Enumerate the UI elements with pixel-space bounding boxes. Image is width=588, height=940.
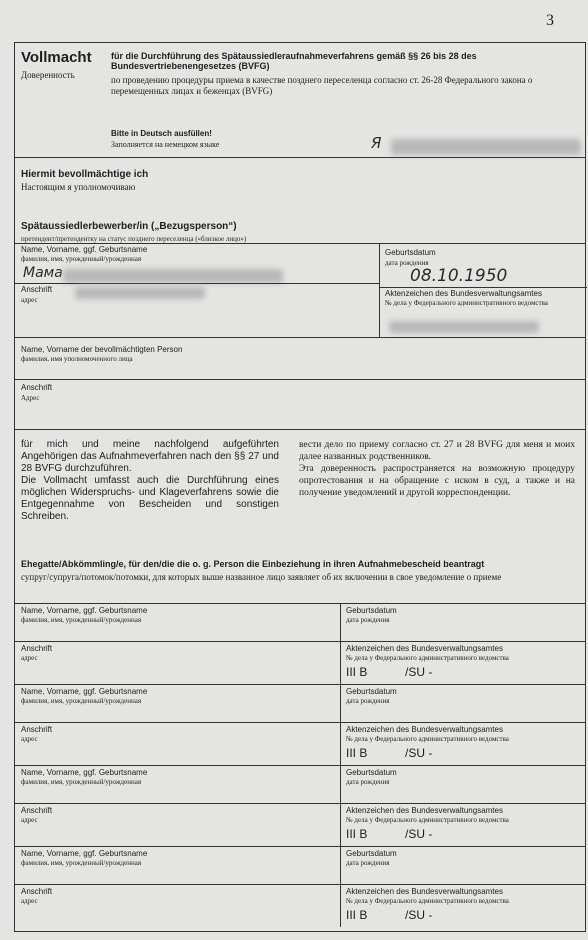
- relative-1-dob-label-de: Geburtsdatum: [346, 606, 397, 615]
- applicant-address-label-ru: адрес: [21, 296, 38, 304]
- relative-1-file-suffix: /SU -: [405, 665, 433, 679]
- relative-4-name-label-de: Name, Vorname, ggf. Geburtsname: [21, 849, 148, 858]
- relative-4-dob-label-de: Geburtsdatum: [346, 849, 397, 858]
- applicant-name-label-ru: фамилия, имя, урожденный/урожденная: [21, 255, 142, 263]
- divider: [15, 337, 585, 338]
- relative-1-file-label-ru: № дела у Федерального административного ведомства: [346, 654, 509, 662]
- relative-1-mid-divider: [15, 641, 585, 642]
- relative-1-top-divider: [15, 603, 585, 604]
- redacted-address: [75, 287, 205, 299]
- relative-2-address-label-de: Anschrift: [21, 725, 53, 734]
- title-de: Vollmacht: [21, 49, 92, 66]
- authorize-ru: Настоящим я уполномочиваю: [21, 182, 136, 192]
- divider: [15, 243, 585, 244]
- relative-2-file-prefix: III B: [346, 746, 368, 760]
- redacted-name: [391, 139, 581, 155]
- divider: [15, 283, 379, 284]
- relative-4-dob-label-ru: дата рождения: [346, 859, 390, 867]
- relative-4-mid-divider: [15, 884, 585, 885]
- relative-3-column-divider: [340, 765, 341, 846]
- relative-2-mid-divider: [15, 722, 585, 723]
- relative-3-mid-divider: [15, 803, 585, 804]
- divider: [15, 429, 585, 430]
- relative-4-name-label-ru: фамилия, имя, урожденный/урожденная: [21, 859, 142, 867]
- relatives-title-ru: супруг/супруга/потомок/потомки, для которых выше названное лицо заявляет об их включении в свое уведомление о приеме: [21, 572, 502, 582]
- relative-3-name-label-ru: фамилия, имя, урожденный/урожденная: [21, 778, 142, 786]
- divider: [15, 157, 585, 158]
- authorize-de: Hiermit bevollmächtige ich: [21, 169, 149, 180]
- relative-4-address-label-de: Anschrift: [21, 887, 53, 896]
- relative-2-dob-label-ru: дата рождения: [346, 697, 390, 705]
- redacted-name: [63, 269, 283, 283]
- relative-2-column-divider: [340, 684, 341, 765]
- relative-2-name-label-ru: фамилия, имя, урожденный/урожденная: [21, 697, 142, 705]
- relatives-title-de: Ehegatte/Abkömmling/e, für den/die die o. g. Person die Einbeziehung in ihren Aufnahmebescheid beantragt: [21, 559, 485, 569]
- relative-4-file-suffix: /SU -: [405, 908, 433, 922]
- redacted-file-number: [389, 321, 539, 333]
- purpose-de: für die Durchführung des Spätaussiedleraufnahmeverfahrens gemäß §§ 26 bis 28 des Bundesvertriebenengesetzes (BVFG): [111, 51, 477, 71]
- power-of-attorney-form: [14, 42, 586, 932]
- applicant-title-de: Spätaussiedlerbewerber/in („Bezugsperson“): [21, 221, 237, 232]
- applicant-dob-label-de: Geburtsdatum: [385, 248, 436, 257]
- applicant-file-label-de: Aktenzeichen des Bundesverwaltungsamtes: [385, 289, 542, 298]
- divider: [379, 287, 587, 288]
- relative-1-address-label-de: Anschrift: [21, 644, 53, 653]
- relative-3-dob-label-de: Geburtsdatum: [346, 768, 397, 777]
- body-de-1: für mich und meine nachfolgend aufgeführten Angehörigen das Aufnahmeverfahren nach den §§ 27 und 28 BVFG durchzuführen.: [21, 439, 279, 474]
- relative-4-file-label-de: Aktenzeichen des Bundesverwaltungsamtes: [346, 887, 503, 896]
- relative-2-file-label-de: Aktenzeichen des Bundesverwaltungsamtes: [346, 725, 503, 734]
- page-number: 3: [546, 12, 554, 29]
- relative-1-name-label-de: Name, Vorname, ggf. Geburtsname: [21, 606, 148, 615]
- relative-1-name-label-ru: фамилия, имя, урожденный/урожденная: [21, 616, 142, 624]
- relative-1-dob-label-ru: дата рождения: [346, 616, 390, 624]
- relative-4-address-label-ru: адрес: [21, 897, 38, 905]
- applicant-address-label-de: Anschrift: [21, 285, 53, 294]
- relative-1-column-divider: [340, 603, 341, 684]
- relative-4-top-divider: [15, 846, 585, 847]
- body-ru-2: Эта доверенность распространяется на возможную процедуру опротестования и на обращение с иском в суд, а также и на получение уведомлений и другой корреспонденции.: [299, 464, 575, 498]
- relative-2-top-divider: [15, 684, 585, 685]
- relative-3-name-label-de: Name, Vorname, ggf. Geburtsname: [21, 768, 148, 777]
- relative-2-name-label-de: Name, Vorname, ggf. Geburtsname: [21, 687, 148, 696]
- relative-1-file-label-de: Aktenzeichen des Bundesverwaltungsamtes: [346, 644, 503, 653]
- applicant-dob-label-ru: дата рождения: [385, 259, 429, 267]
- agent-address-label-ru: Адрес: [21, 394, 40, 402]
- relative-1-address-label-ru: адрес: [21, 654, 38, 662]
- fill-in-german-ru: Заполняется на немецком языке: [111, 140, 220, 149]
- relative-3-file-label-ru: № дела у Федерального административного ведомства: [346, 816, 509, 824]
- relative-3-file-label-de: Aktenzeichen des Bundesverwaltungsamtes: [346, 806, 503, 815]
- relative-3-top-divider: [15, 765, 585, 766]
- applicant-name-value: Мама: [23, 265, 63, 281]
- relative-3-file-suffix: /SU -: [405, 827, 433, 841]
- relative-2-dob-label-de: Geburtsdatum: [346, 687, 397, 696]
- body-de-2: Die Vollmacht umfasst auch die Durchführung eines möglichen Widerspruchs- und Klageverfahrens sowie die Entgegennahme von Bescheiden und sonstigen Schreiben.: [21, 475, 279, 522]
- relative-3-file-prefix: III B: [346, 827, 368, 841]
- relative-3-address-label-ru: адрес: [21, 816, 38, 824]
- divider: [15, 379, 585, 380]
- purpose-ru: по проведению процедуры приема в качестве позднего переселенца согласно ст. 26-28 Федерального закона о перемещенных лицах и беженцах (BVFG): [111, 75, 533, 96]
- agent-address-label-de: Anschrift: [21, 383, 53, 392]
- handwritten-ya: Я: [371, 134, 382, 152]
- applicant-dob-value: 08.10.1950: [410, 266, 508, 286]
- applicant-name-label-de: Name, Vorname, ggf. Geburtsname: [21, 245, 148, 254]
- agent-name-label-de: Name, Vorname der bevollmächtigten Person: [21, 345, 183, 354]
- relative-4-column-divider: [340, 846, 341, 927]
- body-ru-1: вести дело по приему согласно ст. 27 и 28 BVFG для меня и моих далее названных родственников.: [299, 440, 575, 462]
- relative-4-file-label-ru: № дела у Федерального административного ведомства: [346, 897, 509, 905]
- relative-2-file-label-ru: № дела у Федерального административного ведомства: [346, 735, 509, 743]
- relative-1-file-prefix: III B: [346, 665, 368, 679]
- column-divider: [379, 243, 380, 337]
- relative-2-file-suffix: /SU -: [405, 746, 433, 760]
- agent-name-label-ru: фамилия, имя уполномоченного лица: [21, 355, 133, 363]
- fill-in-german-de: Bitte in Deutsch ausfüllen!: [111, 129, 212, 138]
- relative-2-address-label-ru: адрес: [21, 735, 38, 743]
- title-ru: Доверенность: [21, 70, 75, 80]
- relative-3-dob-label-ru: дата рождения: [346, 778, 390, 786]
- applicant-file-label-ru: № дела у Федерального административного ведомства: [385, 299, 548, 307]
- relative-3-address-label-de: Anschrift: [21, 806, 53, 815]
- applicant-title-ru: претендент/претендентку на статус позднего переселенца («близкое лицо»): [21, 235, 247, 243]
- relative-4-file-prefix: III B: [346, 908, 368, 922]
